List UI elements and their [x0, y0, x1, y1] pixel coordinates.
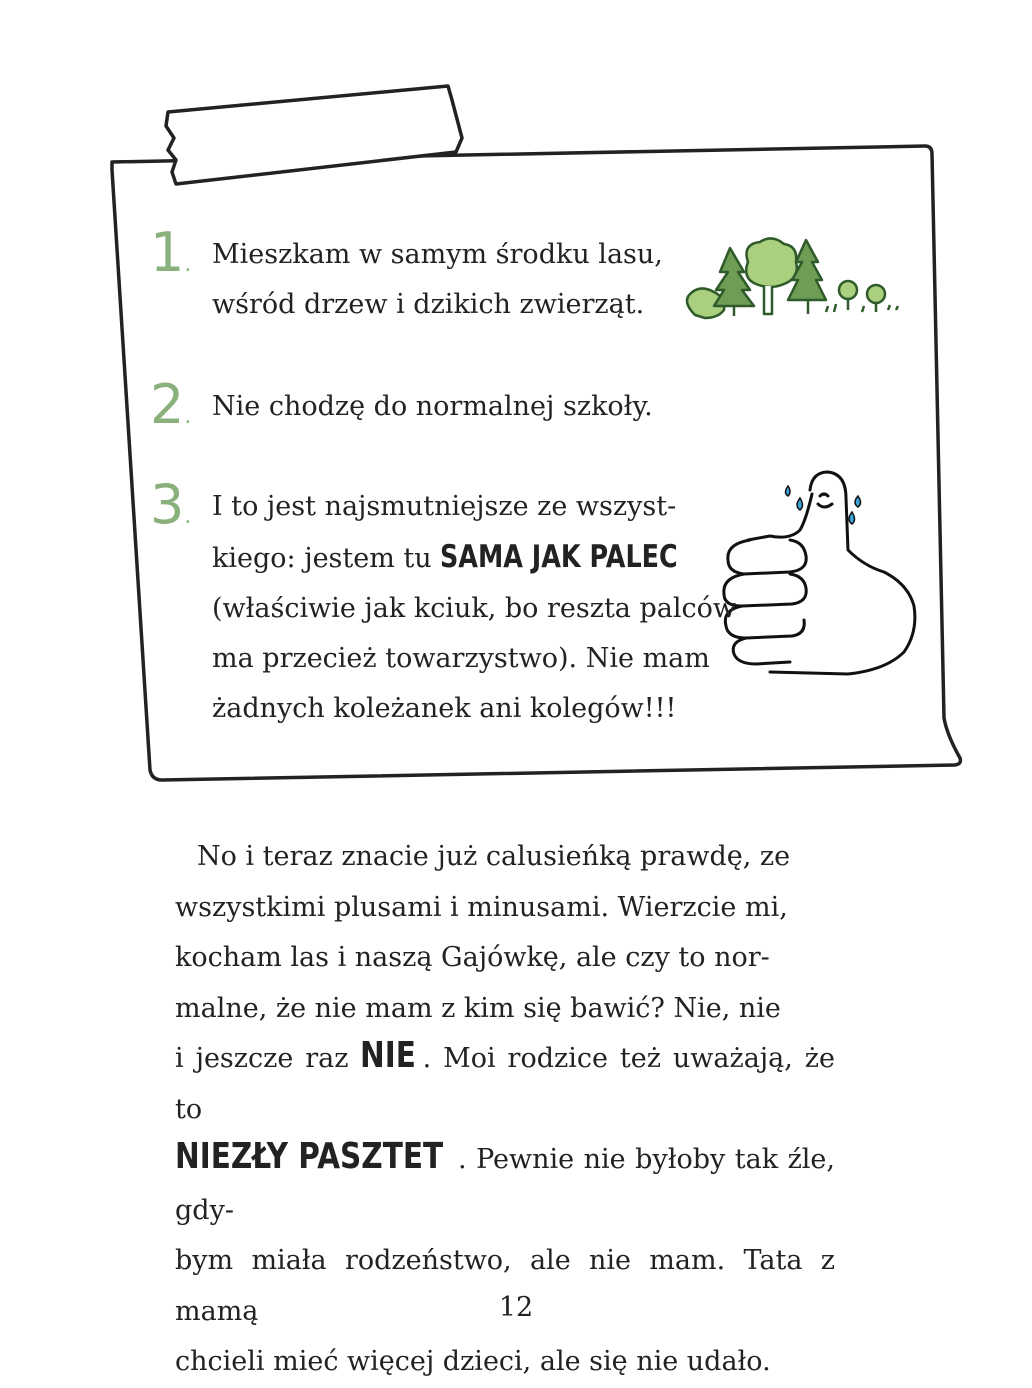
item-text: Nie chodzę do normalnej szkoły.	[212, 391, 653, 422]
item-number: 1.	[150, 221, 192, 284]
item-number: 3.	[150, 473, 192, 536]
item-text: Mieszkam w samym środku lasu, wśród drzew i dzikich zwierząt.	[212, 239, 663, 320]
item-number: 2.	[150, 373, 192, 436]
emphasis-niezly-pasztet: NIEZŁY PASZTET	[175, 1136, 444, 1177]
item-text: I to jest najsmutniejsze ze wszyst- kiego: jestem tu SAMA JAK PALEC (właściwie jak kciuk, bo reszta palców ma przecież towarzystwo). Nie mam żadnych koleżanek ani kolegów!!!	[212, 491, 736, 724]
body-paragraph: No i teraz znacie już calusieńką prawdę, ze wszystkimi plusami i minusami. Wierzcie mi, kocham las i naszą Gajówkę, ale czy to nor- malne, że nie mam z kim się bawić? Nie, nie i jeszcze raz NIE . Moi rodzice też uważają, że to NIEZŁY PASZTET . Pewnie nie byłoby tak źle, gdy- bym miała rodzeństwo, ale nie mam. Tata z mamą chcieli mieć więcej dzieci, ale się nie udało.	[175, 841, 835, 1377]
emphasis-nie: NIE	[360, 1035, 417, 1076]
emphasis-sama-jak-palec: SAMA JAK PALEC	[440, 539, 678, 575]
page-number: 12	[498, 1292, 534, 1323]
